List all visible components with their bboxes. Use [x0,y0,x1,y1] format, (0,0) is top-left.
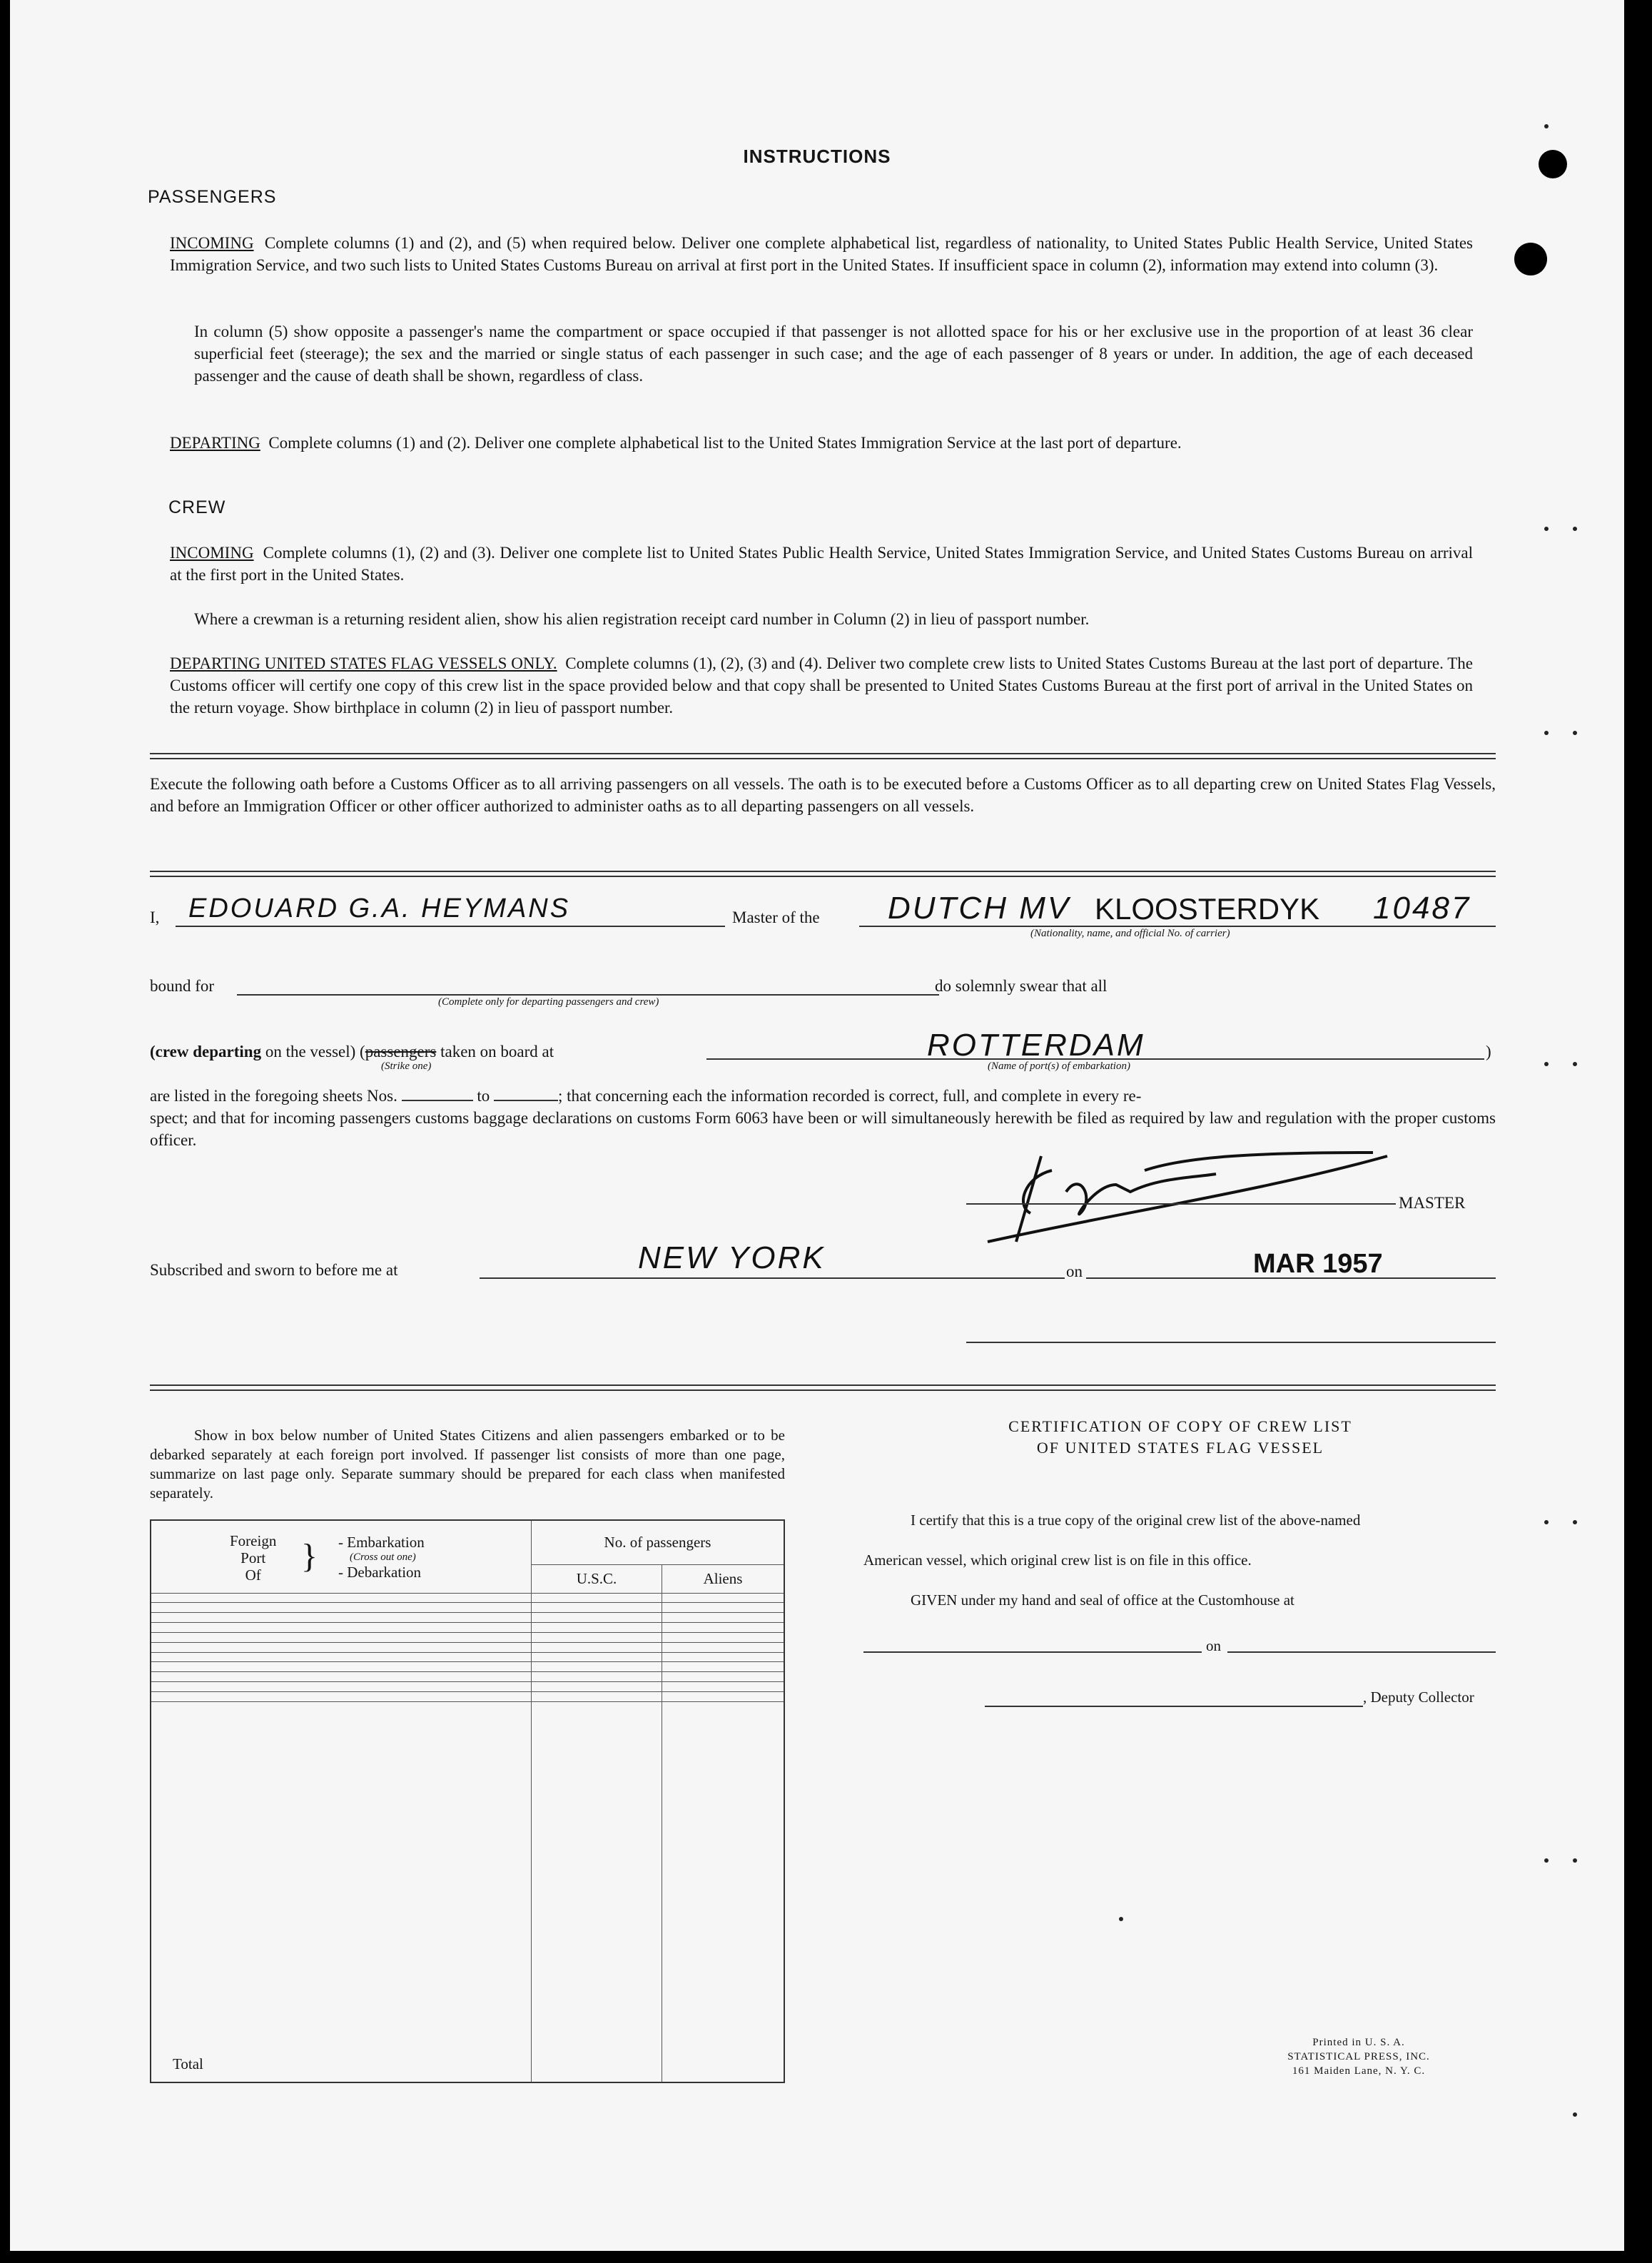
deputy-collector-label: , Deputy Collector [1363,1689,1474,1706]
aliens-header: Aliens [662,1564,785,1593]
passenger-summary-table [150,1519,785,2083]
sheets-to-field [494,1090,558,1101]
master-signature [973,1142,1402,1256]
passengers-column5-paragraph: In column (5) show opposite a passenger's name the compartment or space occupied if that passenger is not allotted space for his or her exclusive use in the proportion of at least 36 clear superficial feet (steerage); the sex and the married or single status of each passenger in such case; and the age of each passenger of 8 years or under. In addition, the age of each deceased passenger and the cause of death shall be shown, regardless of class. [194,323,1473,385]
table-row [151,1662,784,1672]
taken-on-board-label: taken on board at [440,1043,554,1060]
scan-mark-icon [1544,1520,1549,1524]
bound-for-line [237,994,939,996]
punch-hole-icon [1514,243,1547,275]
aliens-cell[interactable] [662,1652,785,1662]
strike-caption: (Strike one) [381,1060,432,1072]
port-value: ROTTERDAM [927,1028,1145,1063]
lower-divider [150,1384,1496,1391]
foreign-label: Foreign [230,1532,277,1549]
sheets-to-label: to [477,1087,490,1105]
table-row [151,1632,784,1642]
port-cell[interactable] [151,1632,532,1642]
port-cell[interactable] [151,1691,532,1701]
usc-cell[interactable] [532,1593,662,1603]
port-cell[interactable] [151,1652,532,1662]
master-name-line [176,926,725,927]
certification-line-3: GIVEN under my hand and seal of office at the Customhouse at [911,1591,1294,1609]
scan-mark-icon [1573,1520,1577,1524]
port-caption: (Name of port(s) of embarkation) [988,1060,1130,1072]
scan-mark-icon [1573,527,1577,531]
table-row [151,1623,784,1633]
usc-cell[interactable] [532,1623,662,1633]
scan-mark-icon [1573,1062,1577,1066]
crew-departing-label: (crew departing [150,1043,262,1060]
embarkation-label: - Embarkation [338,1534,425,1551]
usc-cell[interactable] [532,1603,662,1613]
sworn-place-line [480,1277,1065,1279]
scan-mark-icon [1119,1917,1123,1921]
port-cell[interactable] [151,1593,532,1603]
carrier-prefix-value: DUTCH MV [888,891,1071,926]
sheets-text-2: ; that concerning each the information recorded is correct, full, and complete in every re- [557,1087,1142,1105]
certification-on-label: on [1206,1637,1221,1654]
sheets-from-field [402,1090,473,1101]
customhouse-line [863,1651,1202,1653]
usc-cell[interactable] [532,1662,662,1672]
port-cell[interactable] [151,1682,532,1692]
scan-mark-icon [1573,731,1577,735]
officer-signature-line [966,1342,1496,1343]
aliens-cell[interactable] [662,1613,785,1623]
total-row [151,1701,784,2082]
sheets-line-1 [150,1085,1496,1107]
bound-for-label: bound for [150,977,215,995]
port-label: Port [240,1549,266,1566]
certification-date-line [1227,1651,1496,1653]
usc-header: U.S.C. [532,1564,662,1593]
sworn-date-value: MAR 1957 [1253,1249,1383,1279]
printer-line-1: Printed in U. S. A. [1312,2037,1405,2048]
bound-for-caption: (Complete only for departing passengers and crew) [438,996,659,1008]
subscribed-label: Subscribed and sworn to before me at [150,1261,398,1279]
crew-incoming-text: Complete columns (1), (2) and (3). Deliver one complete list to United States Public Health Service, United States Immigration Service, and United States Customs Bureau on arrival at the first port in the United States. [170,544,1474,584]
carrier-name-value: KLOOSTERDYK [1095,892,1320,926]
aliens-cell[interactable] [662,1603,785,1613]
aliens-cell[interactable] [662,1632,785,1642]
table-row [151,1593,784,1603]
usc-cell[interactable] [532,1642,662,1652]
scan-mark-icon [1573,2112,1577,2117]
usc-cell[interactable] [532,1691,662,1701]
deputy-signature-line [985,1706,1363,1707]
aliens-cell[interactable] [662,1623,785,1633]
total-label: Total [151,1701,532,2082]
port-close-paren: ) [1486,1043,1491,1060]
aliens-cell[interactable] [662,1593,785,1603]
total-aliens-cell[interactable] [662,1701,785,2082]
carrier-caption: (Nationality, name, and official No. of carrier) [1030,928,1230,939]
scan-mark-icon [1544,1858,1549,1863]
usc-cell[interactable] [532,1672,662,1682]
sheets-text-3: spect; and that for incoming passengers customs baggage declarations on customs Form 6063 have been or will simultaneously herewith be filed as required by law and regulation with the proper customs officer. [150,1109,1496,1149]
crew-incoming-label: INCOMING [170,544,254,562]
sworn-place-value: NEW YORK [638,1240,826,1275]
scan-mark-icon [1544,124,1549,128]
total-usc-cell[interactable] [532,1701,662,2082]
aliens-cell[interactable] [662,1672,785,1682]
usc-cell[interactable] [532,1613,662,1623]
crew-departing-line [150,1041,554,1063]
master-signature-line [966,1203,1396,1205]
passengers-departing-text: Complete columns (1) and (2). Deliver one complete alphabetical list to the United States Immigration Service at the last port of departure. [268,434,1182,452]
passengers-struck: passengers [365,1043,437,1060]
of-label: Of [245,1566,261,1584]
crew-incoming-paragraph [170,542,1473,586]
swear-label: do solemnly swear that all [935,977,1108,995]
master-of-label: Master of the [732,908,820,926]
passengers-departing-paragraph [170,432,1473,454]
usc-cell[interactable] [532,1652,662,1662]
port-cell[interactable] [151,1662,532,1672]
usc-cell[interactable] [532,1632,662,1642]
table-row [151,1672,784,1682]
section-divider [150,753,1496,759]
oath-i-label: I, [150,908,160,926]
port-cell[interactable] [151,1603,532,1613]
table-row [151,1691,784,1701]
passengers-departing-label: DEPARTING [170,434,260,452]
aliens-cell[interactable] [662,1682,785,1692]
cross-out-label: (Cross out one) [350,1551,416,1563]
port-cell[interactable] [151,1672,532,1682]
certification-title-2: OF UNITED STATES FLAG VESSEL [1036,1439,1324,1457]
certification-line-1: I certify that this is a true copy of the original crew list of the above-named [911,1512,1361,1529]
passengers-incoming-label: INCOMING [170,234,254,252]
printer-line-3: 161 Maiden Lane, N. Y. C. [1292,2065,1426,2077]
carrier-number-value: 10487 [1373,891,1471,926]
oath-divider [150,871,1496,877]
usc-cell[interactable] [532,1682,662,1692]
debarkation-label: - Debarkation [338,1564,422,1581]
crew-resident-paragraph: Where a crewman is a returning resident alien, show his alien registration receipt card number in Column (2) in lieu of passport number. [194,610,1090,628]
passengers-incoming-paragraph [170,232,1473,276]
passengers-incoming-text: Complete columns (1) and (2), and (5) when required below. Deliver one complete alphabetical list, regardless of nationality, to United States Public Health Service, United States Immigration Service, and two such lists to United States Customs Bureau on arrival at first port in the United States. If insufficient space in column (2), information may extend into column (3). [170,234,1473,274]
certification-title-1: CERTIFICATION OF COPY OF CREW LIST [1008,1417,1352,1435]
form-page [10,0,1624,2251]
on-vessel-label: on the vessel) ( [265,1043,365,1060]
crew-departing-text: Complete columns (1), (2), (3) and (4). Deliver two complete crew lists to United States Customs Bureau at the last port of departure. The Customs officer will certify one copy of this crew list in the space provided below and that copy shall be presented to United States Customs Bureau at the first port of arrival in the United States on the return voyage. Show birthplace in column (2) in lieu of passport number. [170,654,1474,717]
aliens-cell[interactable] [662,1642,785,1652]
table-row [151,1682,784,1692]
scan-mark-icon [1544,731,1549,735]
scan-mark-icon [1544,527,1549,531]
sworn-on-label: on [1066,1262,1083,1280]
crew-departing-label: DEPARTING UNITED STATES FLAG VESSELS ONLY. [170,654,557,672]
crew-departing-paragraph [170,652,1473,719]
scan-mark-icon [1544,1062,1549,1066]
master-name-value: EDOUARD G.A. HEYMANS [188,893,571,923]
table-row [151,1652,784,1662]
summary-instructions: Show in box below number of United States Citizens and alien passengers embarked or to be debarked separately at each foreign port involved. If passenger list consists of more than one page, summarize on last page only. Separate summary should be prepared for each class when manifested separately. [150,1427,785,1502]
printer-imprint [1252,2035,1466,2078]
scan-mark-icon [1573,1858,1577,1863]
table-row [151,1613,784,1623]
aliens-cell[interactable] [662,1691,785,1701]
table-row [151,1642,784,1652]
punch-hole-icon [1539,150,1567,178]
sheets-text-1: are listed in the foregoing sheets Nos. [150,1087,397,1105]
embarkation-options [338,1534,425,1581]
brace-icon: } [301,1537,318,1575]
port-cell[interactable] [151,1642,532,1652]
crew-heading: CREW [168,497,226,517]
oath-intro: Execute the following oath before a Customs Officer as to all arriving passengers on all vessels. The oath is to be executed before a Customs Officer as to all departing crew on United States Flag Vessels, and before an Immigration Officer or other officer authorized to administer oaths as to all departing passengers on all vessels. [150,775,1496,815]
passengers-heading: PASSENGERS [148,187,277,207]
no-of-passengers-header: No. of passengers [532,1520,785,1564]
aliens-cell[interactable] [662,1662,785,1672]
foreign-port-header [151,1520,532,1593]
foreign-port-label [230,1532,276,1584]
summary-header-row [151,1520,784,1564]
certification-line-2: American vessel, which original crew list is on file in this office. [863,1551,1252,1569]
port-cell[interactable] [151,1613,532,1623]
printer-line-2: STATISTICAL PRESS, INC. [1287,2051,1430,2062]
page-title: INSTRUCTIONS [743,146,891,167]
port-cell[interactable] [151,1623,532,1633]
table-row [151,1603,784,1613]
master-label: MASTER [1399,1194,1466,1212]
